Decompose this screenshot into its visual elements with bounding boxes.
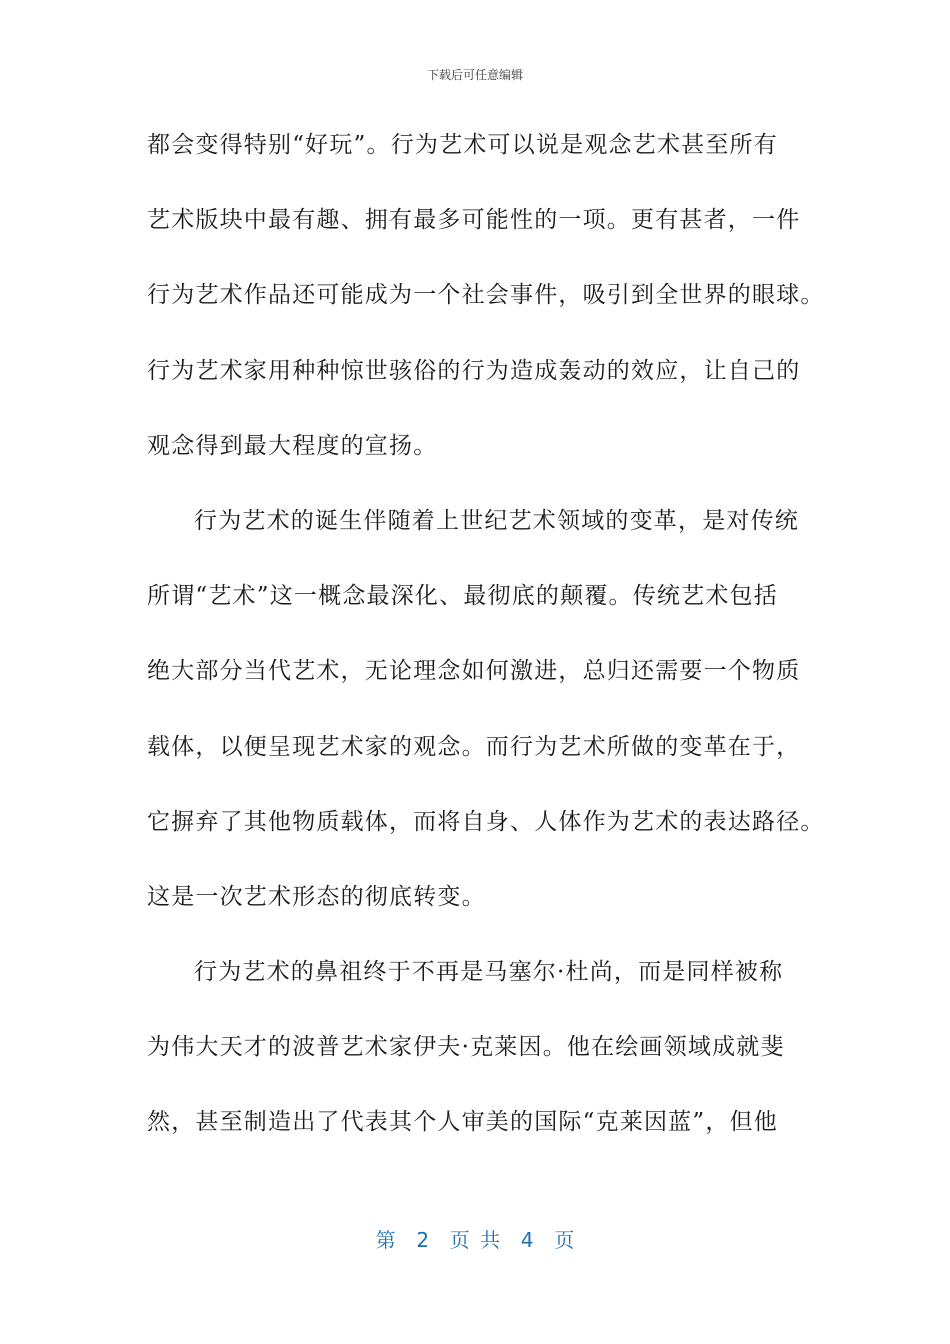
paragraph-first-line: 行为艺术的诞生伴随着上世纪艺术领域的变革，是对传统: [194, 507, 799, 534]
text-line: 行为艺术作品还可能成为一个社会事件，吸引到全世界的眼球。: [147, 282, 825, 309]
text-line: 所谓“艺术”这一概念最深化、最彻底的颠覆。传统艺术包括: [147, 583, 778, 610]
document-body: [147, 118, 825, 1171]
text-line: 为伟大天才的波普艺术家伊夫·克莱因。他在绘画领域成就斐: [147, 1034, 785, 1061]
text-line: 行为艺术家用种种惊世骇俗的行为造成轰动的效应，让自己的: [147, 357, 801, 384]
text-line: 然，甚至制造出了代表其个人审美的国际“克莱因蓝”，但他: [147, 1109, 778, 1136]
text-line: 绝大部分当代艺术，无论理念如何激进，总归还需要一个物质: [147, 658, 801, 685]
paragraph-first-line: 行为艺术的鼻祖终于不再是马塞尔·杜尚，而是同样被称: [194, 959, 784, 986]
page-number-text: 第 2 页 共 4 页: [375, 1228, 575, 1252]
text-line: 这是一次艺术形态的彻底转变。: [147, 883, 486, 910]
text-line: 它摒弃了其他物质载体，而将自身、人体作为艺术的表达路径。: [147, 808, 825, 835]
text-line: 观念得到最大程度的宣扬。: [147, 432, 438, 459]
page-header: 下载后可任意编辑: [426, 68, 523, 82]
text-line: 艺术版块中最有趣、拥有最多可能性的一项。更有甚者，一件: [147, 207, 801, 234]
text-line: 载体，以便呈现艺术家的观念。而行为艺术所做的变革在于，: [147, 733, 801, 760]
text-line: 都会变得特别“好玩”。行为艺术可以说是观念艺术甚至所有: [147, 132, 778, 158]
page-number-footer: [0, 1224, 950, 1253]
